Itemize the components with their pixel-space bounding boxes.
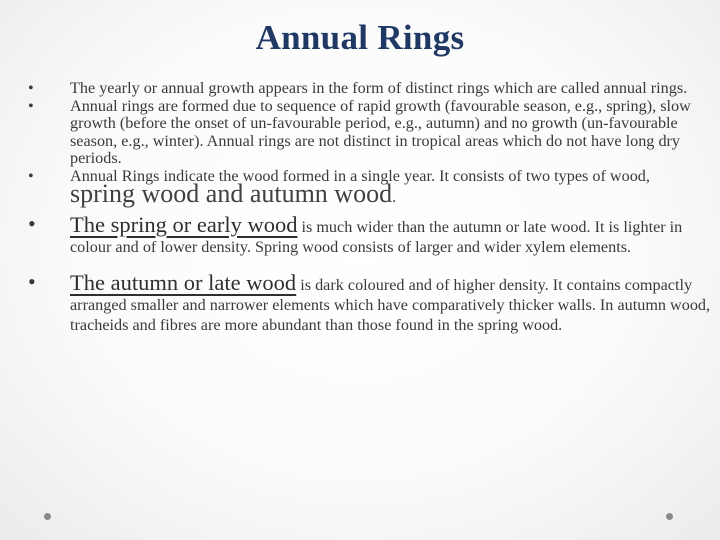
bullet-3-period: . (392, 188, 397, 206)
bullet-text-3: Annual Rings indicate the wood formed in a single year. It consists of two types of wood, (70, 166, 650, 185)
decorative-dot-icon (44, 513, 51, 520)
bullet-text-5: is dark coloured and of higher density. It contains compactly arranged smaller and narrower elements which have comparatively thicker walls. In autumn wood, tracheids and fibres are more abundant than those found in the spring wood. (70, 275, 711, 334)
bullet-text-2: Annual rings are formed due to sequence of rapid growth (favourable season, e.g., spring), slow growth (before the onset of un-favourable period, e.g., autumn) and no growth (un-favourable season, e.g., winter). Annual rings are not distinct in tropical areas which do not have long dry periods. (70, 96, 691, 167)
bullet-dot-icon: • (28, 96, 34, 115)
bullet-text-1: The yearly or annual growth appears in the form of distinct rings which are called annual rings. (70, 79, 688, 97)
bullet-item-5 (28, 268, 718, 335)
bullet-text-4: is much wider than the autumn or late wood. It is lighter in colour and of lower density. Spring wood consists of larger and wider xylem elements. (70, 217, 683, 256)
bullet-item-4 (28, 210, 718, 257)
bullet-dot-icon: • (28, 210, 36, 236)
bullet-dot-icon: • (28, 79, 34, 97)
bullet-dot-icon: • (28, 268, 36, 294)
decorative-dot-icon (666, 513, 673, 520)
bullet-dot-icon: • (28, 166, 34, 185)
slide-title: Annual Rings (255, 18, 465, 57)
bullet-item-3 (28, 168, 718, 207)
underlined-heading-spring-wood: The spring or early wood (70, 211, 298, 237)
underlined-heading-autumn-wood: The autumn or late wood (70, 269, 297, 295)
bullet-item-2 (28, 98, 718, 168)
bullet-list (28, 80, 718, 335)
emphasized-phrase: spring wood and autumn wood (70, 179, 393, 208)
bullet-item-1 (28, 80, 718, 98)
